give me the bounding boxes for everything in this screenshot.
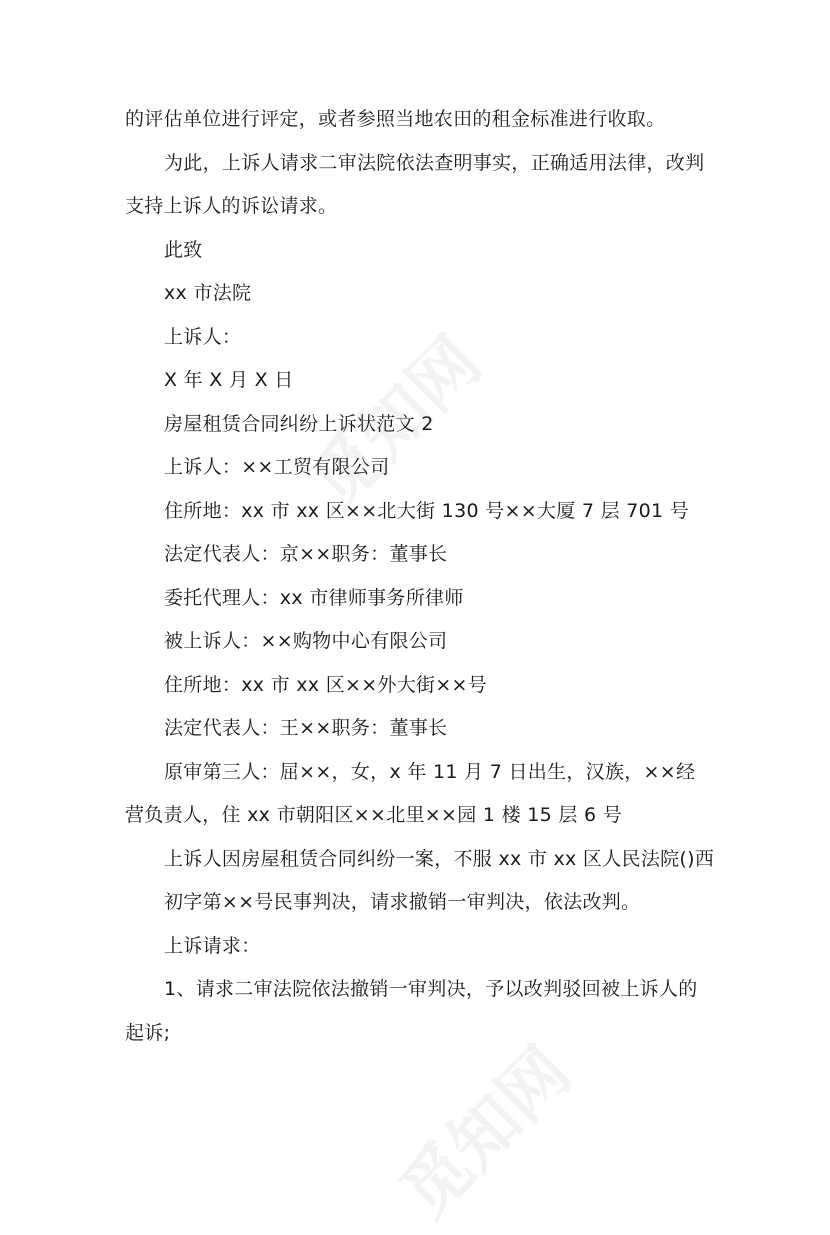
legal-rep-line: 法定代表人：京××职务：董事长 (164, 543, 448, 565)
section-heading: 上诉请求： (164, 934, 261, 957)
salutation: 此致 (164, 238, 203, 261)
text-line: 1、请求二审法院依法撤销一审判决，予以改判驳回被上诉人的 (164, 978, 698, 1000)
appellee-line: 被上诉人：××购物中心有限公司 (164, 630, 448, 652)
date-line: X 年 X 月 X 日 (164, 369, 294, 391)
text-line: 营负责人，住 xx 市朝阳区××北里××园 1 楼 15 层 6 号 (125, 804, 623, 826)
text-line: 起诉; (125, 1021, 171, 1044)
address-line: 住所地：xx 市 xx 区××外大街××号 (164, 673, 488, 696)
signature-label: 上诉人： (164, 325, 242, 348)
address-line: 住所地：xx 市 xx 区××北大街 130 号××大厦 7 层 701 号 (164, 499, 690, 522)
third-party-line: 原审第三人：屈××，女，x 年 11 月 7 日出生，汉族，××经 (164, 760, 696, 783)
appellant-line: 上诉人：××工贸有限公司 (164, 456, 390, 478)
section-title: 房屋租赁合同纠纷上诉状范文 2 (164, 412, 434, 435)
text-line: 上诉人因房屋租赁合同纠纷一案，不服 xx 市 xx 区人民法院()西 (164, 847, 715, 870)
text-line: 的评估单位进行评定，或者参照当地农田的租金标准进行收取。 (125, 108, 666, 130)
text-line: 为此，上诉人请求二审法院依法查明事实，正确适用法律，改判 (164, 151, 705, 174)
legal-rep-line: 法定代表人：王××职务：董事长 (164, 717, 448, 739)
agent-line: 委托代理人：xx 市律师事务所律师 (164, 586, 464, 609)
document-body (125, 98, 715, 1055)
text-line: 初字第××号民事判决，请求撤销一审判决，依法改判。 (164, 891, 641, 913)
text-line: 支持上诉人的诉讼请求。 (125, 195, 338, 217)
court-name: xx 市法院 (164, 282, 252, 304)
